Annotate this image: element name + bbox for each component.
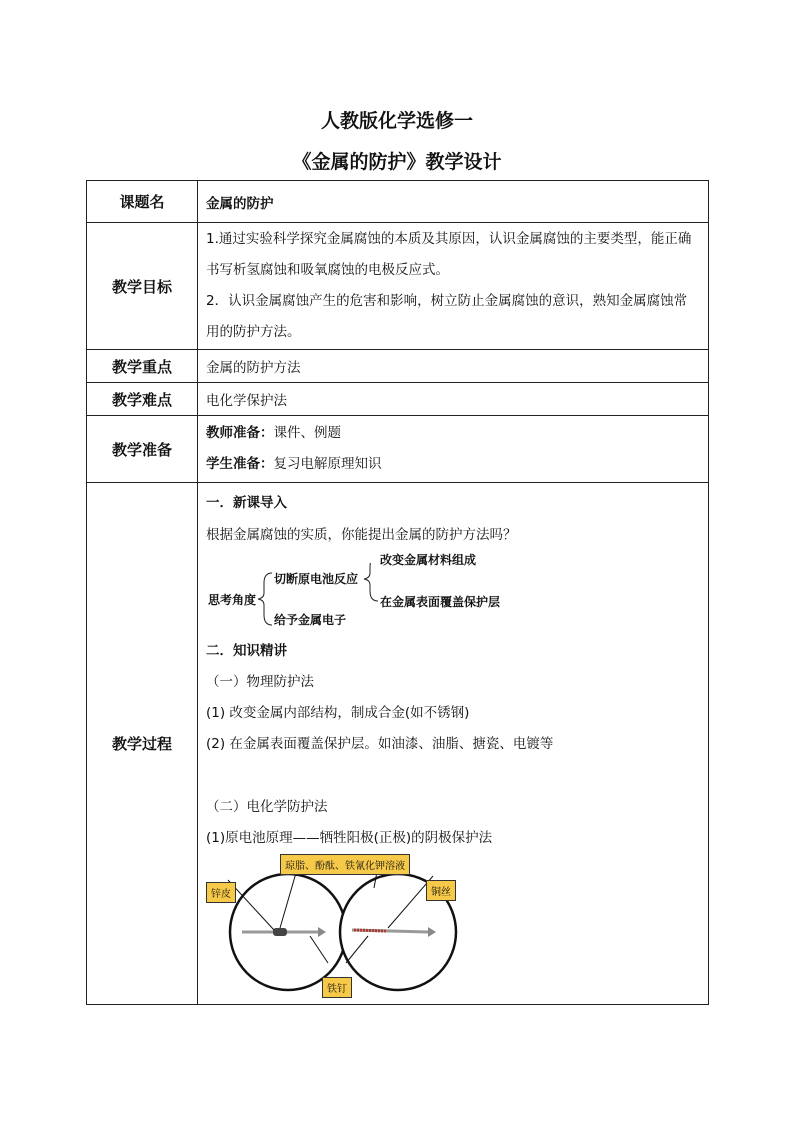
row-process [87,483,709,1005]
section-intro: 一．新课导入 [206,495,287,511]
row-difficulty [87,383,709,416]
physical-item-2: (2) 在金属表面覆盖保护层。如油漆、油脂、搪瓷、电镀等 [206,736,554,752]
zinc-wrap [273,928,287,936]
label-goal: 教学目标 [87,223,198,350]
label-subject: 课题名 [87,181,198,223]
diagram-branch-electron: 给予金属电子 [274,613,347,627]
prep-teacher-label: 教师准备： [206,425,274,441]
tag-nail: 铁钉 [322,977,352,998]
label-prep: 教学准备 [87,416,198,483]
tag-zinc: 锌皮 [206,882,236,903]
label-process: 教学过程 [87,483,198,1005]
section-knowledge: 二．知识精讲 [206,643,287,659]
label-key: 教学重点 [87,350,198,383]
intro-question: 根据金属腐蚀的实质，你能提出金属的防护方法吗？ [206,527,517,543]
row-prep [87,416,709,483]
doc-title-line1: 人教版化学选修一 [320,110,473,132]
tag-solution: 琼脂、酚酞、铁氰化钾溶液 [280,854,410,875]
sub-electrochemical: （二）电化学防护法 [206,799,328,815]
doc-title-line2: 《金属的防护》教学设计 [292,151,502,173]
diagram-branch-coating: 在金属表面覆盖保护层 [380,595,501,609]
row-subject [87,181,709,223]
lesson-plan-table [86,180,709,1005]
electrochemical-item-1: (1)原电池原理——牺牲阳极(正极)的阴极保护法 [206,830,493,846]
diagram-branch-cut: 切断原电池反应 [274,572,359,586]
diagram-branch-material: 改变金属材料组成 [380,553,477,567]
value-process [198,483,709,1005]
goal-item-1: 1.通过实验科学探究金属腐蚀的本质及其原因，认识金属腐蚀的主要类型，能正确书写析氢腐蚀和吸氧腐蚀的电极反应式。 [206,231,692,278]
value-prep [198,416,709,483]
row-key [87,350,709,383]
label-difficulty: 教学难点 [87,383,198,416]
value-subject: 金属的防护 [198,181,709,223]
value-difficulty: 电化学保护法 [198,383,709,416]
sub-physical: （一）物理防护法 [206,674,314,690]
prep-student-value: 复习电解原理知识 [273,456,382,472]
value-key: 金属的防护方法 [198,350,709,383]
physical-item-1: (1) 改变金属内部结构，制成合金(如不锈钢) [206,705,470,721]
tag-copper: 铜丝 [426,880,456,901]
prep-teacher-value: 课件、例题 [273,425,341,441]
prep-student-label: 学生准备： [206,456,274,472]
value-goal [198,223,709,350]
goal-item-2: 2．认识金属腐蚀产生的危害和影响，树立防止金属腐蚀的意识，熟知金属腐蚀常用的防护方法。 [206,293,688,340]
row-goal [87,223,709,350]
prep-student [206,449,700,480]
prep-teacher [206,418,700,449]
diagram-root: 思考角度 [208,593,257,607]
copper-wire [354,930,386,931]
